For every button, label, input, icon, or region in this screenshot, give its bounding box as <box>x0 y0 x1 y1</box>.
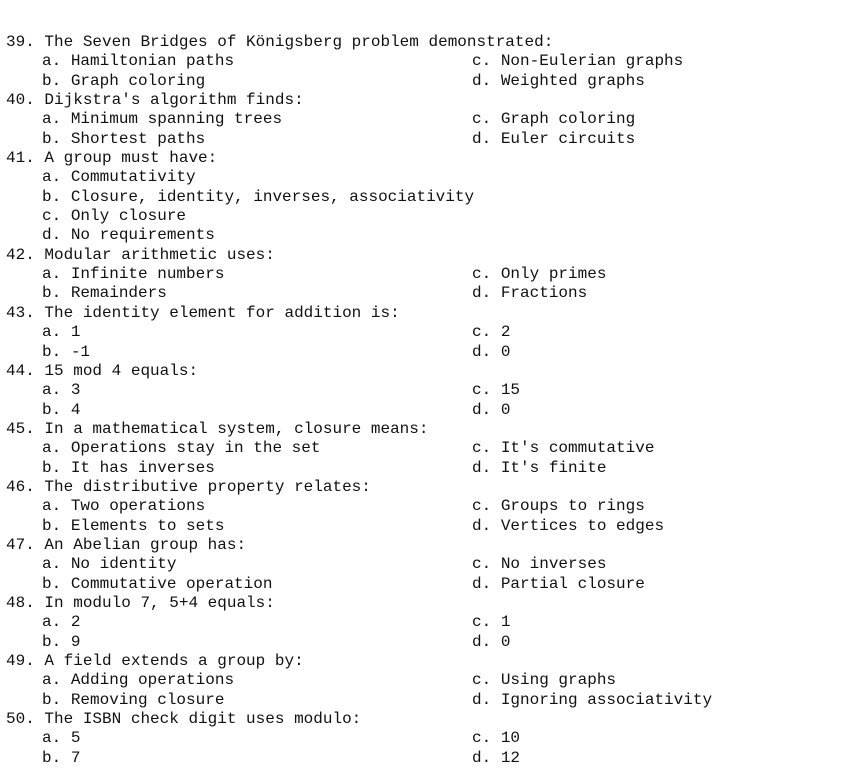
option-row <box>6 110 856 129</box>
option-letter: d. <box>472 458 492 477</box>
option-row <box>6 130 856 149</box>
option-letter: d. <box>42 226 62 245</box>
option-text: Fractions <box>500 284 588 303</box>
answer-option <box>472 749 520 768</box>
option-row <box>6 633 856 652</box>
answer-option <box>42 671 234 690</box>
answer-option <box>472 517 664 536</box>
answer-option <box>42 633 80 652</box>
option-letter: a. <box>42 555 62 574</box>
option-text: Shortest paths <box>70 129 206 148</box>
option-letter: a. <box>42 729 62 748</box>
option-text: Removing closure <box>70 690 225 709</box>
answer-option <box>472 555 606 574</box>
question-number: 49. <box>6 652 35 670</box>
question-item <box>6 304 856 362</box>
option-row <box>6 207 856 226</box>
option-row <box>6 517 856 536</box>
answer-option <box>472 575 645 594</box>
option-letter: b. <box>42 632 62 651</box>
option-letter: a. <box>42 323 62 342</box>
option-text: Adding operations <box>70 671 235 690</box>
option-text: Only primes <box>500 265 607 284</box>
option-text: 4 <box>70 400 81 419</box>
option-text: 0 <box>500 632 511 651</box>
question-text: In modulo 7, 5+4 equals: <box>44 593 275 612</box>
question-text: The identity element for addition is: <box>44 303 400 322</box>
answer-option <box>472 729 520 748</box>
question-stem <box>6 420 856 439</box>
question-item <box>6 478 856 536</box>
option-letter: d. <box>472 516 492 535</box>
option-letter: d. <box>472 574 492 593</box>
option-text: Remainders <box>70 284 167 303</box>
question-number: 42. <box>6 245 35 264</box>
option-row <box>6 729 856 748</box>
option-text: Infinite numbers <box>70 265 225 284</box>
option-letter: b. <box>42 71 62 90</box>
option-letter: a. <box>42 381 62 400</box>
option-letter: d. <box>472 400 492 419</box>
option-letter: b. <box>42 400 62 419</box>
question-item <box>6 536 856 594</box>
option-text: Weighted graphs <box>500 71 645 90</box>
question-item <box>6 710 856 768</box>
answer-option <box>472 381 520 400</box>
option-text: Non-Eulerian graphs <box>500 52 684 71</box>
option-row <box>6 459 856 478</box>
option-text: 10 <box>500 729 521 748</box>
option-text: It's commutative <box>500 439 655 458</box>
answer-option <box>472 691 712 710</box>
option-letter: c. <box>472 265 492 284</box>
option-letter: b. <box>42 690 62 709</box>
option-row <box>6 439 856 458</box>
option-text: Groups to rings <box>500 497 645 516</box>
option-letter: d. <box>472 71 492 90</box>
option-text: Minimum spanning trees <box>70 110 283 129</box>
option-letter: c. <box>472 323 492 342</box>
option-text: Commutativity <box>70 168 196 187</box>
option-letter: c. <box>472 555 492 574</box>
option-row <box>6 72 856 91</box>
question-item <box>6 91 856 149</box>
question-number: 48. <box>6 593 35 612</box>
answer-option <box>42 439 320 458</box>
question-number: 40. <box>6 91 35 110</box>
option-text: No requirements <box>70 226 215 245</box>
option-text: Operations stay in the set <box>70 439 321 458</box>
question-text: A field extends a group by: <box>44 652 304 670</box>
question-number: 43. <box>6 303 35 322</box>
option-text: 3 <box>70 381 81 400</box>
option-text: Commutative operation <box>70 574 273 593</box>
option-letter: a. <box>42 671 62 690</box>
answer-option <box>42 497 205 516</box>
question-number: 47. <box>6 535 35 554</box>
option-text: 2 <box>70 613 81 632</box>
option-row <box>6 188 856 207</box>
question-stem <box>6 91 856 110</box>
answer-option <box>472 343 510 362</box>
answer-option <box>472 323 510 342</box>
option-row <box>6 52 856 71</box>
question-text: In a mathematical system, closure means: <box>44 419 429 438</box>
answer-option <box>42 459 215 478</box>
option-text: No inverses <box>500 555 607 574</box>
answer-option <box>472 497 645 516</box>
answer-option <box>472 459 606 478</box>
question-stem <box>6 33 856 52</box>
option-letter: a. <box>42 613 62 632</box>
option-text: 12 <box>500 748 521 767</box>
option-text: It's finite <box>500 458 607 477</box>
answer-option <box>42 575 272 594</box>
option-letter: a. <box>42 110 62 129</box>
question-text: The Seven Bridges of Königsberg problem demonstrated: <box>44 33 554 51</box>
option-text: It has inverses <box>70 458 215 477</box>
question-list <box>6 33 856 768</box>
question-item <box>6 362 856 420</box>
option-letter: c. <box>472 52 492 71</box>
option-row <box>6 401 856 420</box>
answer-option <box>42 207 186 226</box>
option-letter: d. <box>472 342 492 361</box>
option-letter: d. <box>472 632 492 651</box>
option-letter: b. <box>42 458 62 477</box>
question-number: 39. <box>6 33 35 51</box>
option-row <box>6 575 856 594</box>
answer-option <box>472 72 645 91</box>
question-number: 45. <box>6 419 35 438</box>
option-row <box>6 555 856 574</box>
option-row <box>6 265 856 284</box>
option-text: Ignoring associativity <box>500 690 713 709</box>
answer-option <box>42 284 167 303</box>
option-text: Closure, identity, inverses, associativity <box>70 187 475 206</box>
option-letter: c. <box>472 439 492 458</box>
option-text: 0 <box>500 400 511 419</box>
option-letter: d. <box>472 690 492 709</box>
question-text: The distributive property relates: <box>44 477 371 496</box>
option-letter: d. <box>472 284 492 303</box>
option-letter: b. <box>42 187 62 206</box>
answer-option <box>42 188 474 207</box>
answer-option <box>472 265 606 284</box>
option-text: 7 <box>70 748 81 767</box>
option-letter: c. <box>472 497 492 516</box>
question-number: 46. <box>6 477 35 496</box>
option-row <box>6 671 856 690</box>
option-text: 1 <box>500 613 511 632</box>
option-row <box>6 343 856 362</box>
question-item <box>6 652 856 710</box>
question-stem <box>6 710 856 729</box>
option-text: Using graphs <box>500 671 617 690</box>
question-text: An Abelian group has: <box>44 535 247 554</box>
option-letter: b. <box>42 129 62 148</box>
answer-option <box>42 555 176 574</box>
option-letter: c. <box>472 671 492 690</box>
option-letter: b. <box>42 342 62 361</box>
question-stem <box>6 478 856 497</box>
answer-option <box>42 729 80 748</box>
answer-option <box>472 401 510 420</box>
answer-option <box>42 72 205 91</box>
answer-option <box>42 265 224 284</box>
answer-option <box>472 633 510 652</box>
question-stem <box>6 304 856 323</box>
answer-option <box>42 52 234 71</box>
option-row <box>6 323 856 342</box>
option-letter: b. <box>42 284 62 303</box>
option-text: Graph coloring <box>70 71 206 90</box>
option-letter: a. <box>42 497 62 516</box>
question-stem <box>6 536 856 555</box>
option-text: 0 <box>500 342 511 361</box>
answer-option <box>42 613 80 632</box>
answer-option <box>42 130 205 149</box>
question-number: 44. <box>6 361 35 380</box>
question-stem <box>6 149 856 168</box>
question-text: 15 mod 4 equals: <box>44 361 199 380</box>
option-text: 9 <box>70 632 81 651</box>
answer-option <box>42 691 224 710</box>
option-row <box>6 691 856 710</box>
question-number: 41. <box>6 149 35 168</box>
question-text: A group must have: <box>44 149 218 168</box>
option-text: 15 <box>500 381 521 400</box>
option-row <box>6 381 856 400</box>
answer-option <box>42 381 80 400</box>
question-stem <box>6 594 856 613</box>
option-text: Vertices to edges <box>500 516 665 535</box>
option-letter: a. <box>42 265 62 284</box>
option-letter: d. <box>472 129 492 148</box>
option-text: 2 <box>500 323 511 342</box>
option-letter: b. <box>42 574 62 593</box>
answer-option <box>42 749 80 768</box>
option-text: 5 <box>70 729 81 748</box>
option-text: Elements to sets <box>70 516 225 535</box>
answer-option <box>472 110 635 129</box>
option-row <box>6 226 856 245</box>
option-text: 1 <box>70 323 81 342</box>
question-stem <box>6 652 856 671</box>
option-letter: a. <box>42 52 62 71</box>
option-row <box>6 497 856 516</box>
answer-option <box>472 671 616 690</box>
option-letter: a. <box>42 168 62 187</box>
answer-option <box>42 226 215 245</box>
option-text: No identity <box>70 555 177 574</box>
answer-option <box>42 343 90 362</box>
answer-option <box>42 110 282 129</box>
option-letter: d. <box>472 748 492 767</box>
question-stem <box>6 246 856 265</box>
option-row <box>6 168 856 187</box>
question-stem <box>6 362 856 381</box>
answer-option <box>472 130 635 149</box>
option-letter: c. <box>472 381 492 400</box>
option-row <box>6 613 856 632</box>
option-text: Only closure <box>70 207 187 226</box>
question-item <box>6 420 856 478</box>
answer-option <box>42 168 196 187</box>
option-text: Euler circuits <box>500 129 636 148</box>
option-text: Two operations <box>70 497 206 516</box>
question-item <box>6 594 856 652</box>
option-text: Hamiltonian paths <box>70 52 235 71</box>
option-row <box>6 749 856 768</box>
option-text: Graph coloring <box>500 110 636 129</box>
option-letter: a. <box>42 439 62 458</box>
answer-option <box>42 323 80 342</box>
answer-option <box>42 401 80 420</box>
option-letter: b. <box>42 516 62 535</box>
option-letter: b. <box>42 748 62 767</box>
option-text: Partial closure <box>500 574 645 593</box>
question-item <box>6 33 856 91</box>
option-letter: c. <box>472 110 492 129</box>
answer-option <box>472 613 510 632</box>
option-letter: c. <box>472 613 492 632</box>
question-item <box>6 149 856 246</box>
answer-option <box>42 517 224 536</box>
option-row <box>6 284 856 303</box>
question-text: The ISBN check digit uses modulo: <box>44 710 362 729</box>
answer-option <box>472 52 683 71</box>
question-text: Modular arithmetic uses: <box>44 245 275 264</box>
option-letter: c. <box>42 207 62 226</box>
question-number: 50. <box>6 710 35 729</box>
option-letter: c. <box>472 729 492 748</box>
question-item <box>6 246 856 304</box>
answer-option <box>472 439 654 458</box>
answer-option <box>472 284 587 303</box>
question-text: Dijkstra's algorithm finds: <box>44 91 304 110</box>
option-text: -1 <box>70 342 91 361</box>
